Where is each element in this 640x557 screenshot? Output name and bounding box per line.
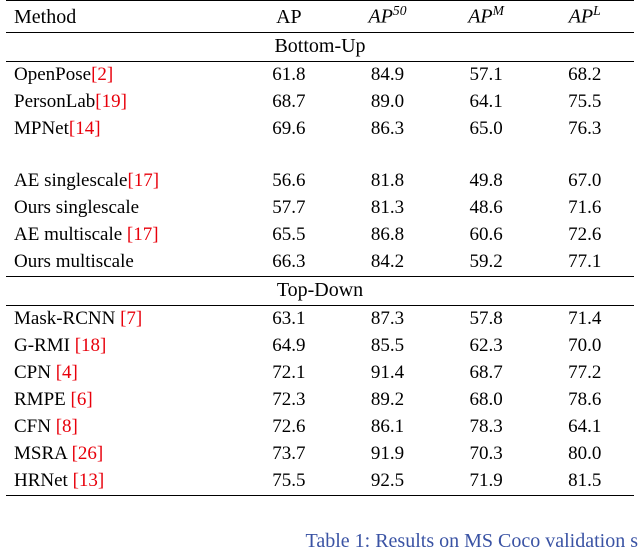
row-method: OpenPose[2] — [6, 61, 240, 89]
row-ap50: 91.4 — [370, 361, 405, 383]
row-ap50: 81.3 — [370, 196, 405, 218]
row-apm: 71.9 — [437, 468, 536, 496]
table-row — [6, 333, 634, 360]
header-ap: AP — [240, 1, 339, 33]
table-row — [6, 89, 634, 116]
row-ap50: 89.0 — [370, 90, 405, 112]
row-apl: 71.6 — [568, 196, 602, 218]
row-ap: 72.1 — [272, 361, 306, 383]
row-method: G-RMI [18] — [14, 334, 107, 356]
row-ap: 73.7 — [272, 442, 306, 464]
row-apm: 59.2 — [469, 250, 503, 272]
table-row — [6, 249, 634, 277]
row-apm: 57.1 — [437, 61, 536, 89]
section-title: Top-Down — [6, 276, 634, 305]
table-row — [6, 116, 634, 143]
row-apm: 64.1 — [469, 90, 503, 112]
table-row — [6, 61, 634, 89]
row-method: RMPE [6] — [14, 388, 93, 410]
row-ap50: 91.9 — [370, 442, 405, 464]
table-row — [6, 441, 634, 468]
row-method: CFN [8] — [14, 415, 78, 437]
table-header-row — [6, 1, 634, 33]
row-ap: 61.8 — [240, 61, 339, 89]
row-apl: 77.2 — [568, 361, 602, 383]
row-ap50: 84.2 — [370, 250, 405, 272]
row-ap50: 86.1 — [370, 415, 405, 437]
row-ap50: 85.5 — [370, 334, 405, 356]
row-apm: 49.8 — [469, 169, 503, 191]
row-ap: 63.1 — [240, 305, 339, 333]
caption-text: Results on MS Coco validation s — [370, 530, 638, 552]
row-ap50: 81.8 — [370, 169, 405, 191]
row-ap50: 89.2 — [370, 388, 405, 410]
row-apl: 75.5 — [568, 90, 602, 112]
table-row — [6, 468, 634, 496]
row-apm: 68.7 — [469, 361, 503, 383]
header-method: Method — [6, 1, 240, 33]
row-apm: 48.6 — [469, 196, 503, 218]
section-header-bottom-up — [6, 32, 634, 61]
table-row — [6, 414, 634, 441]
row-ap: 57.7 — [272, 196, 306, 218]
header-apm: $AP^M$ — [437, 1, 536, 33]
row-apm: 65.0 — [469, 117, 503, 139]
row-apl: 70.0 — [568, 334, 602, 356]
row-apl: 80.0 — [568, 442, 602, 464]
row-ap50: 87.3 — [338, 305, 437, 333]
row-method: AE singlescale[17] — [14, 169, 160, 191]
row-apl: 71.4 — [535, 305, 634, 333]
row-apl: 76.3 — [568, 117, 602, 139]
row-apl: 81.5 — [535, 468, 634, 496]
section-header-top-down — [6, 276, 634, 305]
row-method: MPNet[14] — [14, 117, 101, 139]
row-apl: 67.0 — [568, 169, 602, 191]
table-row — [6, 222, 634, 249]
row-ap: 75.5 — [240, 468, 339, 496]
results-table — [6, 0, 634, 496]
row-spacer — [6, 143, 634, 168]
caption-label: Table 1: — [305, 530, 371, 552]
table-row — [6, 360, 634, 387]
row-apl: 64.1 — [568, 415, 602, 437]
row-ap50: 84.9 — [338, 61, 437, 89]
row-method: CPN [4] — [14, 361, 78, 383]
table-row — [6, 387, 634, 414]
header-apl: $AP^L$ — [535, 1, 634, 33]
row-ap50: 86.8 — [370, 223, 405, 245]
row-method: Mask-RCNN [7] — [6, 305, 240, 333]
row-apl: 78.6 — [568, 388, 602, 410]
row-ap: 69.6 — [272, 117, 306, 139]
row-ap: 65.5 — [272, 223, 306, 245]
row-ap: 56.6 — [272, 169, 306, 191]
row-ap50: 86.3 — [370, 117, 405, 139]
row-apm: 62.3 — [469, 334, 503, 356]
row-ap: 72.3 — [272, 388, 306, 410]
row-method: Ours multiscale — [14, 250, 134, 272]
header-ap50: AP$^{50}$ — [338, 1, 437, 33]
table-caption — [0, 530, 640, 553]
row-ap: 68.7 — [272, 90, 306, 112]
row-ap: 64.9 — [272, 334, 306, 356]
row-method: AE multiscale [17] — [14, 223, 159, 245]
row-apm: 57.8 — [437, 305, 536, 333]
row-apm: 60.6 — [469, 223, 503, 245]
table-row — [6, 305, 634, 333]
row-ap: 66.3 — [272, 250, 306, 272]
table-row — [6, 168, 634, 195]
row-apm: 70.3 — [469, 442, 503, 464]
row-apl: 72.6 — [568, 223, 602, 245]
section-title: Bottom-Up — [6, 32, 634, 61]
row-ap50: 92.5 — [338, 468, 437, 496]
row-ap: 72.6 — [272, 415, 306, 437]
row-apl: 77.1 — [568, 250, 602, 272]
row-method: MSRA [26] — [14, 442, 104, 464]
table-row — [6, 195, 634, 222]
row-method: PersonLab[19] — [14, 90, 127, 112]
row-apl: 68.2 — [535, 61, 634, 89]
row-method: Ours singlescale — [14, 196, 140, 218]
row-method: HRNet [13] — [6, 468, 240, 496]
row-apm: 68.0 — [469, 388, 503, 410]
row-apm: 78.3 — [469, 415, 503, 437]
